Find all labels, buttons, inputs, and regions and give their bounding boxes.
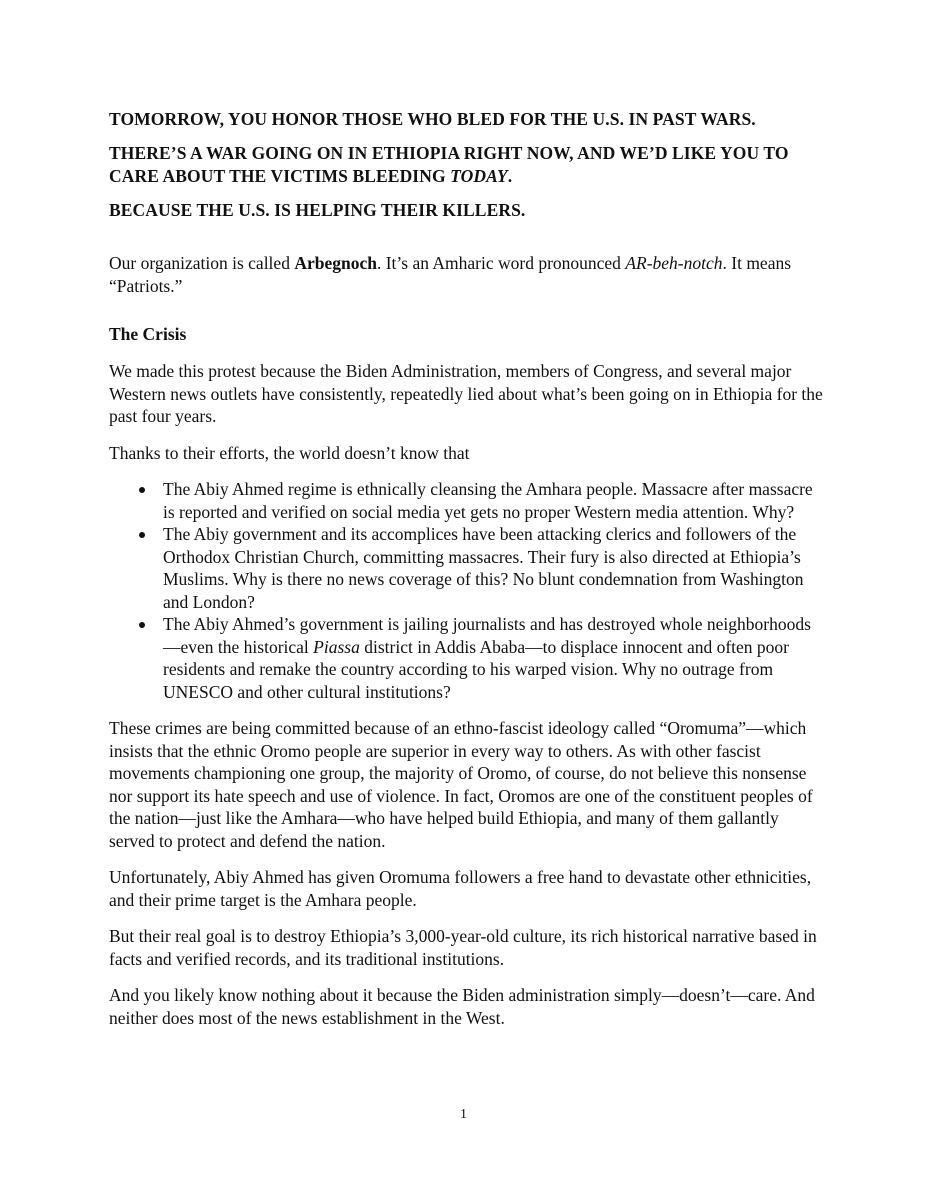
- pronunciation: AR-beh-notch: [625, 253, 723, 273]
- crisis-paragraph-6-text: And you likely know nothing about it because the Biden administration simply—doesn’t—care. And neither does most of the news establishment in the West.: [109, 985, 815, 1028]
- crisis-paragraph-4-text: Unfortunately, Abiy Ahmed has given Oromuma followers a free hand to devastate other ethnicities, and their prime target is the Amhara people.: [109, 867, 812, 910]
- crisis-heading: [109, 323, 824, 345]
- headline-2: [109, 142, 824, 188]
- crisis-paragraph-1: [109, 360, 824, 428]
- list-item: [109, 478, 824, 523]
- list-item-text: The Abiy Ahmed regime is ethnically cleansing the Amhara people. Massacre after massacre is reported and verified on social media yet gets no proper Western media attention. Why?: [163, 479, 813, 522]
- intro-text-3: . It means “Patriots.”: [109, 253, 792, 296]
- intro-text-2: . It’s an Amharic word pronounced: [376, 253, 626, 273]
- bullet-icon: [139, 532, 145, 538]
- crisis-paragraph-1-text: We made this protest because the Biden Administration, members of Congress, and several major Western news outlets have consistently, repeatedly lied about what’s been going on in Ethiopia for the past four years.: [109, 361, 823, 426]
- headline-2-text: THERE’S A WAR GOING ON IN ETHIOPIA RIGHT NOW, AND WE’D LIKE YOU TO CARE ABOUT THE VICTIMS BLEEDING: [109, 143, 789, 186]
- headline-1: [109, 108, 824, 131]
- list-item-text-before: The Abiy Ahmed’s government is jailing journalists and has destroyed whole neighborhoods—even the historical: [163, 614, 811, 657]
- crisis-paragraph-3: [109, 717, 824, 852]
- bullet-icon: [139, 487, 145, 493]
- bullet-icon: [139, 622, 145, 628]
- organization-name: Arbegnoch: [294, 253, 377, 273]
- list-item: [109, 523, 824, 613]
- crisis-paragraph-2: [109, 442, 824, 465]
- list-item-emphasis: Piassa: [313, 636, 360, 657]
- intro-paragraph: [109, 252, 824, 297]
- list-item: [109, 613, 824, 703]
- crisis-bullet-list: [109, 478, 824, 703]
- document-body: [109, 108, 824, 1043]
- crisis-paragraph-2-text: Thanks to their efforts, the world doesn’t know that: [109, 442, 470, 463]
- headline-2-end: .: [507, 166, 513, 186]
- headline-3: [109, 199, 824, 222]
- list-item-text-after: district in Addis Ababa—to displace innocent and often poor residents and remake the country according to his warped vision. Why no outrage from UNESCO and other cultural institutions?: [163, 636, 790, 702]
- crisis-paragraph-5: [109, 925, 824, 970]
- crisis-paragraph-4: [109, 866, 824, 911]
- page-number: 1: [460, 1107, 467, 1122]
- crisis-heading-text: The Crisis: [109, 324, 187, 344]
- intro-text-1: Our organization is called: [109, 253, 295, 273]
- crisis-paragraph-5-text: But their real goal is to destroy Ethiopia’s 3,000-year-old culture, its rich historical narrative based in facts and verified records, and its traditional institutions.: [109, 926, 817, 969]
- list-item-text: The Abiy government and its accomplices have been attacking clerics and followers of the Orthodox Christian Church, committing massacres. Their fury is also directed at Ethiopia’s Muslims. Why is there no news coverage of this? No blunt condemnation from Washington and London?: [163, 524, 804, 612]
- headline-2-emphasis: TODAY: [450, 166, 508, 186]
- crisis-paragraph-3-text: These crimes are being committed because of an ethno-fascist ideology called “Oromuma”—which insists that the ethnic Oromo people are superior in every way to others. As with other fascist movements championing one group, the majority of Oromo, of course, do not believe this nonsense nor support its hate speech and use of violence. In fact, Oromos are one of the constituent peoples of the nation—just like the Amhara—who have helped build Ethiopia, and many of them gallantly served to protect and defend the nation.: [109, 718, 813, 851]
- headline-3-text: BECAUSE THE U.S. IS HELPING THEIR KILLERS.: [109, 200, 526, 220]
- headline-1-text: TOMORROW, YOU HONOR THOSE WHO BLED FOR THE U.S. IN PAST WARS.: [109, 109, 756, 129]
- crisis-paragraph-6: [109, 984, 824, 1029]
